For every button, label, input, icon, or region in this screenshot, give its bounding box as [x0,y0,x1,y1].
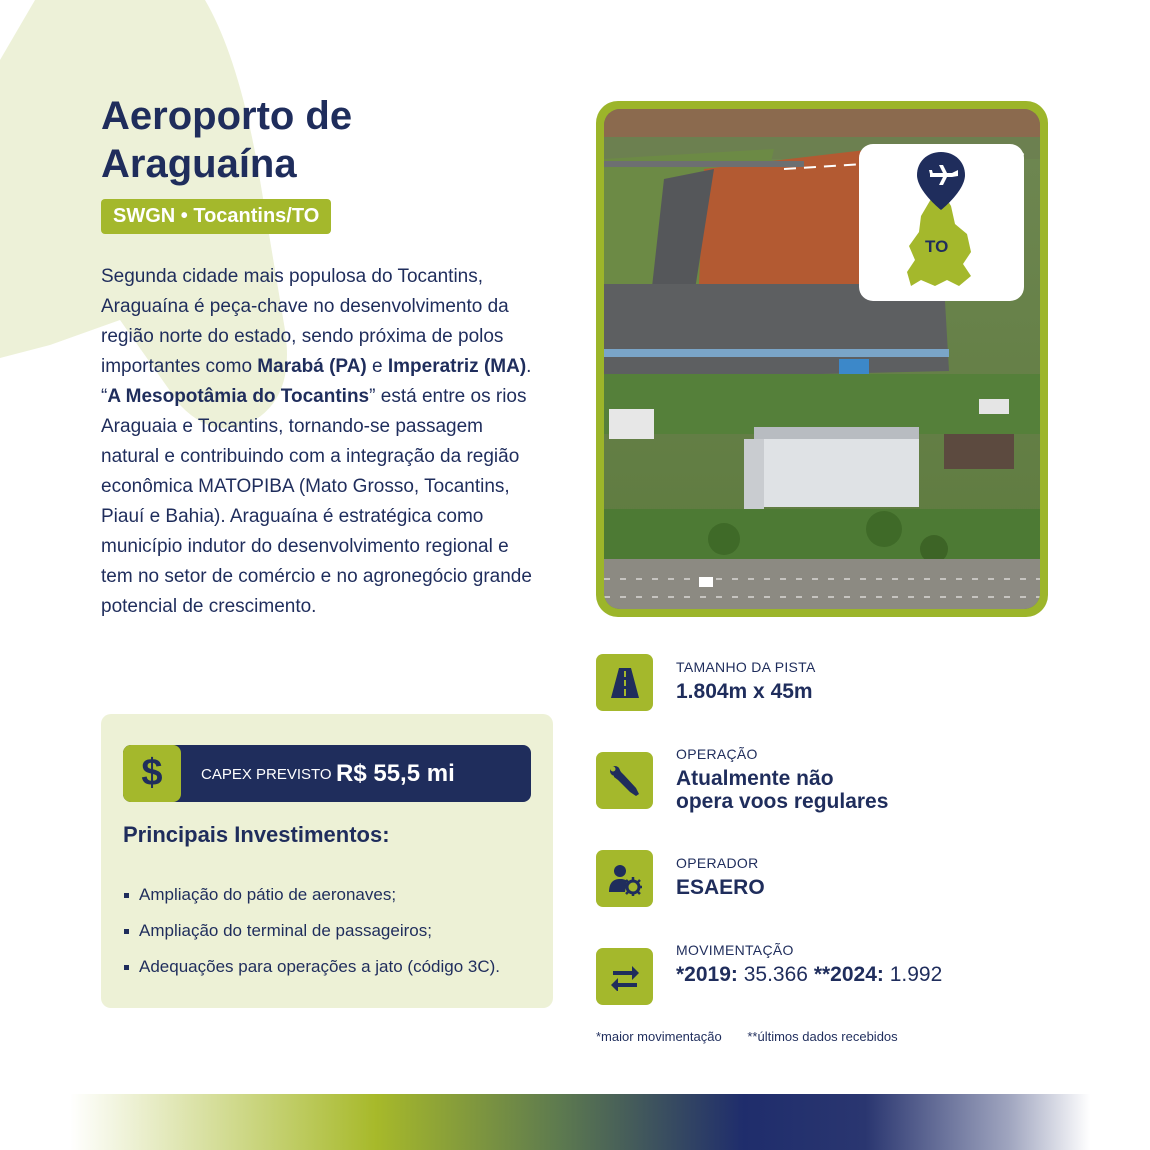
dollar-symbol: $ [141,752,163,794]
operation-label: OPERAÇÃO [676,746,758,762]
airport-photo-frame [596,101,1048,617]
page-title [101,92,352,188]
movement-year-2024-value: 1.992 [889,963,943,986]
capex-bar [123,745,531,802]
airport-aerial-photo [604,109,1040,609]
operator-label: OPERADOR [676,855,759,871]
airport-description [101,262,541,622]
movement-label: MOVIMENTAÇÃO [676,942,794,958]
operation-value [676,767,888,813]
description-text-4: ” está entre os rios Araguaia e Tocantins, tornando-se passagem natural e contribuindo com a integração da região econômica MATOPIBA (Mato Grosso, Tocantins, Piauí e Bahia). Araguaína é estratégica como município indutor do desenvolvimento regional e tem no setor de comércio e no agronegócio grande potencial de crescimento. [101,386,532,617]
operator-value: ESAERO [676,876,765,899]
runway-label: TAMANHO DA PISTA [676,659,816,675]
wrench-icon [596,752,653,809]
operation-value-line-1: Atualmente não [676,767,834,790]
footnote-2: **últimos dados recebidos [747,1029,898,1044]
description-text-1: Segunda cidade mais populosa do Tocantins, Araguaína é peça-chave no desenvolvimento da região norte do estado, sendo próxima de polos importantes como [101,266,509,377]
title-line-1: Aeroporto de [101,94,353,138]
operation-value-line-2: opera voos regulares [676,790,889,813]
capex-label: CAPEX PREVISTO [201,766,332,783]
investments-card [101,714,553,1008]
movement-value [676,963,942,986]
bottom-gradient-band [70,1094,1090,1150]
movement-year-2019-value: 35.366 [743,963,808,986]
investments-title: Principais Investimentos: [123,822,390,847]
movement-year-2024-label: **2024: [813,963,884,986]
title-line-2: Araguaína [101,142,297,186]
description-bold-3: A Mesopotâmia do Tocantins [107,386,370,407]
tocantins-map-icon [859,144,1024,301]
state-map-card [859,144,1024,301]
movement-year-2019-label: *2019: [676,963,738,986]
dollar-icon [123,745,181,802]
transfer-arrows-icon [596,948,653,1005]
operator-gear-icon [596,850,653,907]
footnote-1: *maior movimentação [596,1029,722,1044]
description-bold-1: Marabá (PA) [257,356,367,377]
airplane-pin-icon [917,152,965,210]
capex-value: R$ 55,5 mi [336,760,455,787]
road-icon [596,654,653,711]
investment-item: Adequações para operações a jato (código 3C). [123,949,500,985]
description-text-3: . “ [101,356,532,407]
description-text-2: e [366,356,388,377]
investment-item: Ampliação do terminal de passageiros; [123,913,500,949]
footnotes [596,1029,898,1044]
runway-value: 1.804m x 45m [676,680,813,703]
description-bold-2: Imperatriz (MA) [387,356,527,377]
airport-code-badge: SWGN • Tocantins/TO [101,199,331,234]
investments-list [123,877,500,985]
state-label: TO [925,237,949,256]
investment-item: Ampliação do pátio de aeronaves; [123,877,500,913]
